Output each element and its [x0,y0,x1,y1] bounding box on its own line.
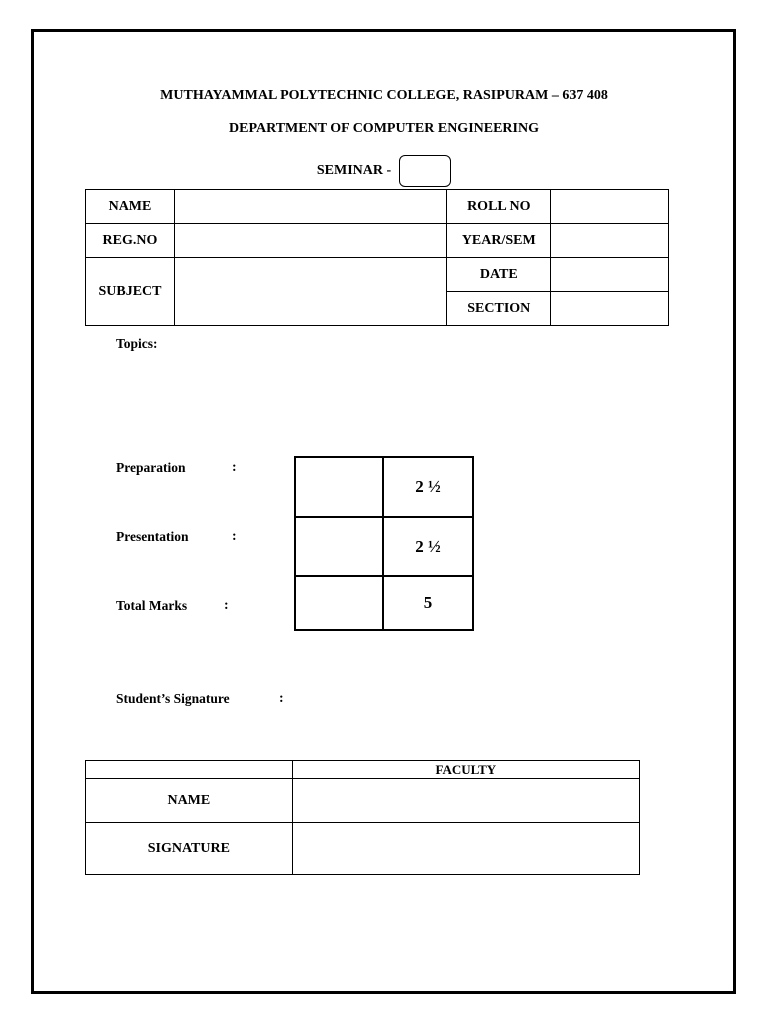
preparation-max: 2 ½ [383,457,473,517]
subject-label: SUBJECT [86,258,175,326]
year-sem-field[interactable] [551,224,669,258]
roll-no-field[interactable] [551,190,669,224]
preparation-colon: : [232,460,237,475]
total-marks-label: Total Marks [116,598,188,613]
faculty-table [85,760,640,875]
department-title: DEPARTMENT OF COMPUTER ENGINEERING [229,121,539,136]
date-label: DATE [447,258,551,292]
presentation-score-field[interactable] [295,517,383,576]
seminar-label: SEMINAR - [316,163,392,179]
student-signature-colon: : [279,691,284,706]
total-marks-colon: : [224,598,229,613]
date-field[interactable] [551,258,669,292]
faculty-signature-field[interactable] [292,823,639,875]
faculty-signature-label: SIGNATURE [86,823,293,875]
preparation-label: Preparation [116,460,186,475]
seminar-number-box[interactable] [399,155,451,187]
reg-no-field[interactable] [174,224,446,258]
faculty-name-field[interactable] [292,779,639,823]
faculty-name-label: NAME [86,779,293,823]
student-signature-label: Student’s Signature [116,691,230,706]
preparation-score-field[interactable] [295,457,383,517]
roll-no-label: ROLL NO [447,190,551,224]
name-label: NAME [86,190,175,224]
student-info-table [85,189,669,326]
subject-field[interactable] [174,258,446,326]
section-field[interactable] [551,292,669,326]
faculty-blank-cell [86,761,293,779]
marks-table [294,456,474,631]
college-title: MUTHAYAMMAL POLYTECHNIC COLLEGE, RASIPURAM – 637 408 [160,88,608,103]
section-label: SECTION [447,292,551,326]
presentation-colon: : [232,529,237,544]
reg-no-label: REG.NO [86,224,175,258]
name-field[interactable] [174,190,446,224]
total-max: 5 [383,576,473,630]
seminar-row [0,155,768,187]
year-sem-label: YEAR/SEM [447,224,551,258]
presentation-label: Presentation [116,529,189,544]
presentation-max: 2 ½ [383,517,473,576]
faculty-heading: FACULTY [292,761,639,779]
total-score-field[interactable] [295,576,383,630]
topics-label: Topics: [116,336,158,351]
